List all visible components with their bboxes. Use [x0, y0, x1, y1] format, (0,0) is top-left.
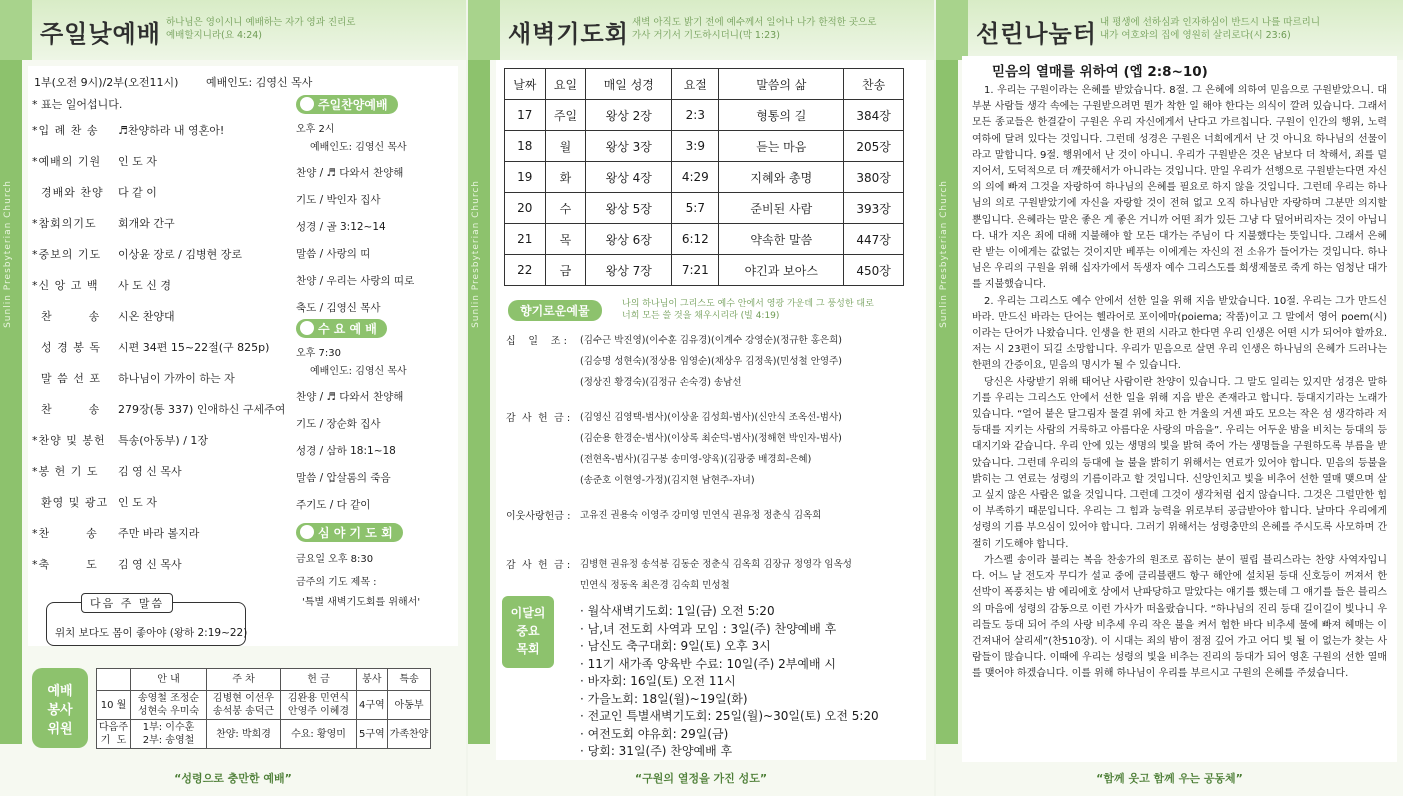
dawn-cell: 22 [505, 255, 546, 286]
dawn-cell: 왕상 5장 [586, 193, 672, 224]
offering-names: 김병현 권유정 송석봉 김동순 정춘식 김옥희 김장규 정영각 임옥성 [580, 559, 852, 570]
worship-leader: 예배인도: 김영신 목사 [206, 76, 313, 89]
news-item: · 남,녀 전도회 사역과 모임 : 3일(주) 찬양예배 후 [580, 621, 837, 636]
table-cell: 수요: 황영미 [281, 720, 357, 749]
article-paragraph: 2. 우리는 그리스도 예수 안에서 선한 일을 위해 지음 받았습니다. 10절. 우리는 그가 만드신 바라. 만드신 바라는 단어는 헬라어로 포이에마(poiema; 작품)이고 그 말에서 영어 poem(시)이라는 단어가 나왔습니다. 인생을 한 편의 시라고 한다면 우리 인생은 어떤 시가 되어야 할까요. 저는 시 23편이 되길 소망합니다. 우리가 믿음으로 살면 우리 인생은 하나님의 은혜가 드러나는 한편의 간증이요, 믿음의 명시가 될 수 있습니다. [972, 295, 1387, 372]
offering-badge: 향기로운예물 [508, 300, 602, 321]
order-row [32, 246, 242, 262]
header-tab [936, 0, 968, 60]
table-cell: 김병현 이선우 송석봉 송덕근 [207, 691, 281, 720]
order-value: 김 영 신 목사 [118, 465, 182, 478]
schedule-item: 찬양 / ♬ 다와서 찬양해 [296, 391, 404, 403]
order-value: 인 도 자 [118, 496, 157, 509]
article-heading: 믿음의 열매를 위하여 (엡 2:8~10) [992, 64, 1208, 80]
dawn-cell: 447장 [844, 224, 904, 255]
wed-badge [296, 319, 387, 338]
praise-items [296, 165, 446, 315]
dawn-row [505, 193, 904, 224]
wed-items [296, 389, 446, 512]
order-value: 인 도 자 [118, 155, 157, 168]
panel-footer: “성령으로 충만한 예배” [174, 772, 292, 785]
order-row [32, 122, 224, 138]
church-name: Sunlin Presbyterian Church [471, 180, 481, 328]
order-row [32, 153, 157, 169]
dawn-cell: 7:21 [672, 255, 719, 286]
order-row [32, 401, 285, 417]
order-value: 시온 찬양대 [118, 310, 175, 323]
order-row [32, 308, 175, 324]
offering-verse: 나의 하나님이 그리스도 예수 안에서 영광 가운데 그 풍성한 대로 너희 모든 쓸 것을 채우시리라 (빌 4:19) [622, 299, 874, 321]
order-label: *찬 송 [32, 527, 98, 540]
dawn-header-cell: 말씀의 삶 [719, 69, 844, 100]
dawn-row [505, 162, 904, 193]
church-name: Sunlin Presbyterian Church [3, 180, 13, 328]
order-value: ♬찬양하라 내 영혼아! [118, 124, 225, 137]
dawn-cell: 17 [505, 100, 546, 131]
dawn-header-row [505, 69, 904, 100]
order-row [32, 215, 175, 231]
schedule-item: 성경 / 삼하 18:1~18 [296, 445, 396, 457]
offering-label: 십 일 조 : [506, 336, 567, 347]
panel-title: 선린나눔터 [976, 20, 1097, 48]
order-label: 경배와 찬양 [32, 186, 104, 199]
dawn-cell: 형통의 길 [719, 100, 844, 131]
dawn-cell: 월 [545, 131, 586, 162]
dawn-cell: 약속한 말씀 [719, 224, 844, 255]
schedule-item: 성경 / 골 3:12~14 [296, 221, 386, 233]
panel-header [0, 0, 466, 60]
panel-footer: “구원의 열정을 가진 성도” [634, 772, 768, 785]
offering-label: 감 사 헌 금 : [506, 413, 571, 424]
schedule-item: 찬양 / 우리는 사랑의 띠로 [296, 275, 415, 287]
order-value: 사 도 신 경 [118, 279, 171, 292]
dawn-cell: 5:7 [672, 193, 719, 224]
dawn-cell: 21 [505, 224, 546, 255]
panel-title: 새벽기도회 [508, 20, 629, 48]
order-label: 환영 및 광고 [32, 496, 109, 509]
dawn-cell: 왕상 2장 [586, 100, 672, 131]
table-row [97, 720, 431, 749]
night-prayer [296, 522, 446, 608]
offering-names: (정상진 황경숙)(김정규 손숙경) 송남선 [580, 377, 742, 388]
order-box [28, 66, 458, 646]
praise-worship [296, 94, 446, 315]
news-item: · 전교인 특별새벽기도회: 25일(월)~30일(토) 오전 5:20 [580, 709, 879, 723]
article-paragraph: 당신은 사랑받기 위해 태어난 사람이란 찬양이 있습니다. 그 말도 일리는 있지만 성경은 말하기를 우리는 그리스도 안에서 선한 일을 위해 지음 받은 존재라고 합니다. 등대지기라는 노래가 있습니다. “얼어 붙은 달그림자 물결 위에 차고 한 겨울의 거센 파도 모으는 작은 섬 생각하라 저 등대를 지키는 사람의 거룩하고 아름다운 사랑의 마음을”. 우리는 어두운 밤을 비치는 등대의 등대지기와 같습니다. 우리 안에 있는 생명의 빛을 밝혀 죽어 가는 생명들을 구원하도록 부름을 받았습니다. 그런데 우리의 등대에 늘 불을 밝히기 위해서는 연료가 있어야 합니다. 믿음의 등불을 밝히는 그 연료는 성령의 기름이라고 할 것입니다. 신앙인치고 빛을 비추어 선한 열매 맺으며 살고 싶지 않은 사람은 없을 것입니다. 그런데 그것이 생각처럼 쉽지 않습니다. 그것은 그럴만한 힘이 부족하기 때문입니다. 우리는 그 힘과 능력을 위로부터 공급받아야 합니다. 날마다 우리에게 성령의 기름 부으심이 있어야 합니다. 그러기 위해서는 성령충만의 은혜를 주시도록 사모하며 간절히 기도해야 합니다. [972, 376, 1387, 550]
order-row [32, 370, 235, 386]
dawn-cell: 왕상 4장 [586, 162, 672, 193]
table-cell: 10 월 [97, 691, 131, 720]
dawn-cell: 18 [505, 131, 546, 162]
order-row [32, 184, 157, 200]
table-row [97, 691, 431, 720]
circle-icon [300, 321, 314, 335]
dawn-cell: 450장 [844, 255, 904, 286]
sharing-panel [936, 0, 1403, 796]
dawn-cell: 380장 [844, 162, 904, 193]
order-value: 김 영 신 목사 [118, 558, 182, 571]
order-label: *중보의 기도 [32, 248, 102, 261]
offering-label: 이웃사랑헌금 : [506, 511, 571, 522]
order-label: *찬양 및 봉헌 [32, 434, 106, 447]
order-value: 이상윤 장로 / 김병현 장로 [118, 248, 242, 261]
table-header-row [97, 669, 431, 691]
table-cell: 아동부 [387, 691, 431, 720]
header-verse: 하나님은 영이시니 예배하는 자가 영과 진리로 예배할지니라(요 4:24) [166, 17, 356, 41]
offering-names: (김영신 김영택-범사)(이상윤 김성희-범사)(신안식 조옥선-범사) [580, 412, 842, 423]
schedule-item: 말씀 / 사랑의 띠 [296, 248, 371, 260]
order-label: 찬 송 [32, 310, 101, 323]
content-box [496, 60, 926, 760]
dawn-header-cell: 요일 [545, 69, 586, 100]
table-cell: 4구역 [357, 691, 388, 720]
order-label: *봉 헌 기 도 [32, 465, 99, 478]
news-item: · 남신도 축구대회: 9일(토) 오후 3시 [580, 639, 771, 653]
offering-names: (송준호 이현영-가정)(김지현 남현주-자녀) [580, 475, 755, 486]
table-header-cell: 헌 금 [281, 669, 357, 691]
service-table [96, 668, 431, 749]
night-time: 금요일 오후 8:30 [296, 554, 374, 565]
article-paragraph: 가스펠 송이라 불리는 복음 찬송가의 원조로 꼽히는 분이 필립 블리스라는 찬양 사역자입니다. 어느 날 전도자 무디가 설교 중에 클리블랜드 항구 해안에 설치된 등대 신호등이 꺼져서 한 선박이 폭풍치는 밤 에리에호 상에서 난파당하고 말았다는 얘기를 했는데 그 얘기를 들은 블리스의 마음에 성령의 감동으로 이런 가사가 떠올랐습니다. “하나님의 진리 등대 길이길이 빛나니 우리들도 등대 되어 주의 사랑 비추세 우리 작은 불을 켜서 험한 바다 비추세 물에 빠져 헤매는 이 건져내어 살리세”(찬510장). 이 시대는 죄의 밤이 점점 깊어 가고 어디 빛 될 이 없는가 찾는 사람들이 많습니다. 이때에 우리는 성령의 빛을 비추는 진리의 등대가 되어 영혼 구원의 선한 열매를 맺어야 하겠습니다. 이를 위해 하나님이 우리를 부르시고 구원의 은혜를 주셨습니다. [972, 554, 1387, 680]
dawn-cell: 6:12 [672, 224, 719, 255]
news-item: · 11기 새가족 양육반 수료: 10일(주) 2부예배 시 [580, 656, 836, 671]
side-strip [0, 60, 22, 744]
order-value: 다 같 이 [118, 186, 157, 199]
side-strip [468, 60, 490, 744]
offering-names: (김승명 성현숙)(정상용 임영순)(채상우 김정욱)(민성철 안영주) [580, 356, 842, 367]
order-value: 하나님이 가까이 하는 자 [118, 372, 235, 385]
offering-names: 민연식 정동옥 최은경 김숙희 민성철 [580, 580, 730, 591]
dawn-row [505, 224, 904, 255]
dawn-cell: 듣는 마음 [719, 131, 844, 162]
news-item: · 여전도회 야유회: 29일(금) [580, 726, 729, 741]
dawn-cell: 준비된 사람 [719, 193, 844, 224]
dawn-row [505, 100, 904, 131]
order-row [32, 525, 199, 541]
order-label: *참회의기도 [32, 217, 97, 230]
order-row [32, 494, 157, 510]
praise-leader: 예배인도: 김영신 목사 [310, 142, 407, 153]
table-cell: 김완용 민연식 안영주 이혜경 [281, 691, 357, 720]
schedule-item: 말씀 / 압살롬의 죽음 [296, 472, 391, 484]
dawn-cell: 205장 [844, 131, 904, 162]
header-tab [468, 0, 500, 60]
table-cell: 5구역 [357, 720, 388, 749]
next-sermon-text: 위치 보다도 몸이 좋아야 (왕하 2:19~22) [55, 627, 248, 639]
wed-time: 오후 7:30 [296, 348, 341, 359]
header-tab [0, 0, 32, 60]
service-committee-label: 예배 봉사 위원 [32, 668, 88, 748]
dawn-cell: 2:3 [672, 100, 719, 131]
next-sermon-label: 다음 주 말씀 [81, 593, 173, 613]
table-cell: 다음주 기 도 [97, 720, 131, 749]
order-row [32, 277, 171, 293]
dawn-cell: 왕상 7장 [586, 255, 672, 286]
order-value: 279장(통 337) 인애하신 구세주여 [118, 403, 286, 416]
dawn-prayer-panel [468, 0, 934, 796]
table-header-cell: 봉사 [357, 669, 388, 691]
article-body [972, 83, 1387, 683]
order-label: *입 례 찬 송 [32, 124, 99, 137]
dawn-row [505, 131, 904, 162]
order-label: 찬 송 [32, 403, 101, 416]
circle-icon [300, 97, 314, 111]
night-topic-value: '특별 새벽기도회를 위해서' [302, 597, 421, 608]
dawn-header-cell: 찬송 [844, 69, 904, 100]
dawn-cell: 4:29 [672, 162, 719, 193]
header-verse: 내 평생에 선하심과 인자하심이 반드시 나를 따르리니 내가 여호와의 집에 영원히 살리로다(시 23:6) [1100, 17, 1321, 41]
dawn-header-cell: 매일 성경 [586, 69, 672, 100]
wed-leader: 예배인도: 김영신 목사 [310, 366, 407, 377]
table-header-cell: 특송 [387, 669, 431, 691]
dawn-cell: 주일 [545, 100, 586, 131]
table-cell: 1부: 이수훈 2부: 송영철 [131, 720, 207, 749]
dawn-cell: 지혜와 총명 [719, 162, 844, 193]
dawn-cell: 19 [505, 162, 546, 193]
dawn-cell: 393장 [844, 193, 904, 224]
schedule-item: 기도 / 박인자 집사 [296, 194, 381, 206]
dawn-cell: 수 [545, 193, 586, 224]
dawn-cell: 384장 [844, 100, 904, 131]
wed-title: 수 요 예 배 [318, 322, 377, 336]
panel-title: 주일낮예배 [40, 20, 161, 48]
order-label: 성 경 봉 독 [32, 341, 101, 354]
schedule-item: 찬양 / ♬ 다와서 찬양해 [296, 167, 404, 179]
wednesday-worship [296, 318, 446, 512]
table-cell: 송영철 조정순 성현숙 우미숙 [131, 691, 207, 720]
standing-note: * 표는 일어섭니다. [32, 98, 123, 111]
dawn-header-cell: 날짜 [505, 69, 546, 100]
offering-label: 감 사 헌 금 : [506, 560, 571, 571]
offering-names: (전현옥-범사)(김구봉 송미영-양육)(김광중 배경희-은혜) [580, 454, 812, 465]
dawn-cell: 목 [545, 224, 586, 255]
order-label: *신 앙 고 백 [32, 279, 99, 292]
order-row [32, 556, 182, 572]
news-item: · 당회: 31일(주) 찬양예배 후 [580, 744, 733, 758]
praise-badge [296, 95, 398, 114]
dawn-header-cell: 요절 [672, 69, 719, 100]
dawn-cell: 야긴과 보아스 [719, 255, 844, 286]
panel-header [468, 0, 934, 60]
order-row [32, 432, 208, 448]
service-table-wrap [96, 668, 431, 749]
schedule-item: 기도 / 장순화 집사 [296, 418, 381, 430]
dawn-cell: 왕상 6장 [586, 224, 672, 255]
schedule-item: 축도 / 김영신 목사 [296, 302, 381, 314]
offering-names: 고유진 권용숙 이영주 강미영 민연식 권유정 정춘식 김옥희 [580, 510, 822, 521]
next-sermon-box [46, 597, 248, 646]
table-header-cell: 안 내 [131, 669, 207, 691]
circle-icon [300, 525, 314, 539]
monthly-news-label: 이달의 중요 목회 [502, 596, 554, 668]
dawn-row [505, 255, 904, 286]
news-item: · 바자회: 16일(토) 오전 11시 [580, 674, 736, 688]
order-label: *축 도 [32, 558, 98, 571]
sunday-worship-panel [0, 0, 466, 796]
article-paragraph: 1. 우리는 구원이라는 은혜를 받았습니다. 8절. 그 은혜에 의하여 믿음으로 구원받았으니. 대부분 사람들 생각 속에는 구원받으려면 뭔가 착한 일 해야 한다는 의식이 깔려 있습니다. 그래서 모든 종교들은 한결같이 구원은 우리 자신에게서 난다고 가르칩니다. 구원이 인간의 행위, 노력 여하에 달려 있다는 것입니다. 그런데 성경은 구원은 너희에게서 난 것 아니요 하나님의 선물이라고 말합니다. 9절. 행위에서 난 것이 아니니. 우리가 구원받은 것은 남보다 더 착해서, 죄를 덜 지어서, 도덕적으로 더 깨끗해서가 아니라는 것입니다. 만일 우리가 선행으로 구원받는다면 자신의 의에 빠져 그것을 자랑하여 하나님의 은혜를 필요로 하지 않을 것입니다. 그런데 우리는 하나님의 의로 구원받았기에 자신을 자랑할 것이 전혀 없고 오직 하나님만 자랑하며 그분만 의지할 뿐입니다. 은혜라는 말은 좋은 게 좋은 거니까 어떤 죄가 있든 그냥 다 덮어버리자는 것이 아닙니다. 내가 지은 죄에 대해 지불해야 할 모든 대가는 주님이 다 지불했다는 뜻입니다. 그래서 은혜란 받는 이에게는 값없는 것이지만 베푸는 이에게는 자신의 전 소유가 들어가는 것입니다. 하나님은 우리의 구원을 위해 십자가에서 독생자 예수 그리스도를 희생제물로 죽게 하는 엄청난 대가를 지불했습니다. [972, 85, 1387, 291]
night-title: 심 야 기 도 회 [318, 526, 393, 540]
header-verse: 새벽 아직도 밝기 전에 예수께서 일어나 나가 한적한 곳으로 가사 거기서 기도하시더니(막 1:23) [632, 17, 877, 41]
order-value: 회개와 간구 [118, 217, 175, 230]
order-row [32, 339, 269, 355]
church-name: Sunlin Presbyterian Church [939, 180, 949, 328]
night-badge [296, 523, 403, 542]
offering-names: (김수근 박진영)(이수훈 김유경)(이계수 강영순)(정규한 홍은희) [580, 335, 842, 346]
table-cell: 찬양: 박희경 [207, 720, 281, 749]
dawn-cell: 금 [545, 255, 586, 286]
table-header-cell [97, 669, 131, 691]
schedule-item: 주기도 / 다 같이 [296, 499, 371, 511]
dawn-cell: 왕상 3장 [586, 131, 672, 162]
panel-footer: “함께 웃고 함께 우는 공동체” [1096, 772, 1243, 785]
dawn-cell: 3:9 [672, 131, 719, 162]
service-time: 1부(오전 9시)/2부(오전11시) [34, 76, 179, 89]
order-value: 특송(아동부) / 1장 [118, 434, 209, 447]
panel-header [936, 0, 1403, 60]
dawn-cell: 20 [505, 193, 546, 224]
night-topic: 금주의 기도 제목 : [296, 577, 377, 588]
article-box [962, 56, 1397, 762]
order-value: 시편 34편 15~22절(구 825p) [118, 341, 270, 354]
order-value: 주만 바라 볼지라 [118, 527, 200, 540]
praise-time: 오후 2시 [296, 124, 335, 135]
table-cell: 가족찬양 [387, 720, 431, 749]
offering-names: (김순용 한경순-범사)(이상록 최순덕-범사)(정해현 박인자-범사) [580, 433, 842, 444]
news-item: · 가을노회: 18일(월)~19일(화) [580, 691, 748, 706]
table-header-cell: 주 차 [207, 669, 281, 691]
news-item: · 월삭새벽기도회: 1일(금) 오전 5:20 [580, 604, 775, 618]
dawn-cell: 화 [545, 162, 586, 193]
dawn-prayer-table [504, 68, 904, 286]
order-row [32, 463, 182, 479]
side-strip [936, 60, 958, 744]
order-label: 말 씀 선 포 [32, 372, 101, 385]
praise-title: 주일찬양예배 [318, 98, 388, 112]
order-label: *예배의 기원 [32, 155, 102, 168]
